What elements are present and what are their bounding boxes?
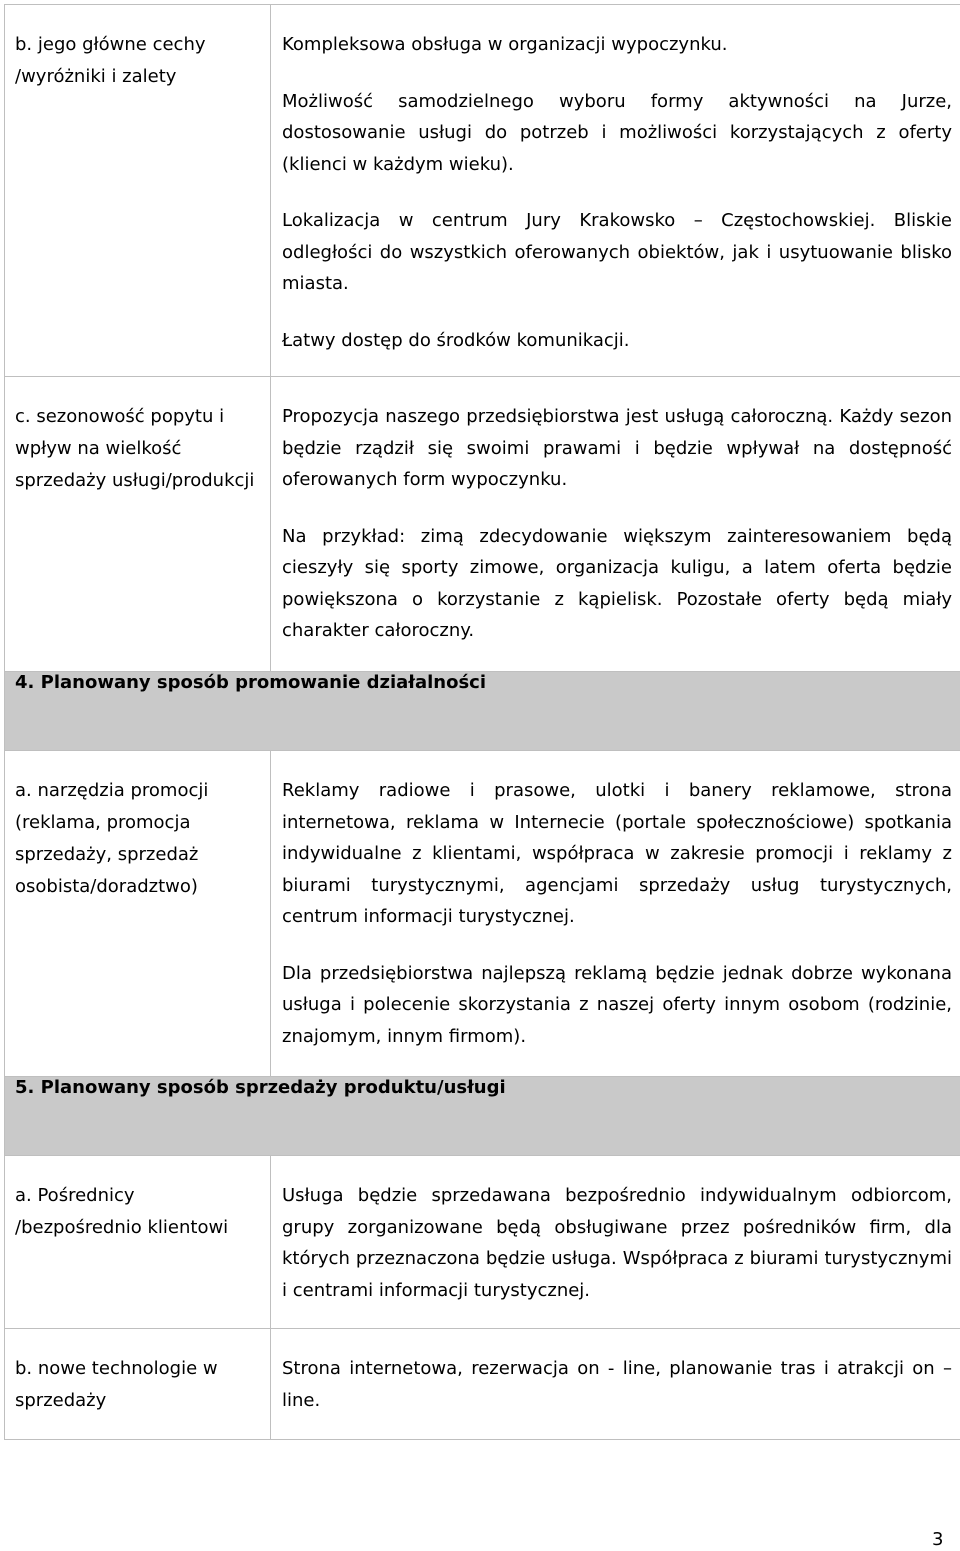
table-row [5, 751, 960, 1077]
row-label: c. sezonowość popytu i wpływ na wielkość sprzedaży usługi/produkcji [5, 377, 271, 672]
row-label: a. narzędzia promocji (reklama, promocja sprzedaży, sprzedaż osobista/doradztwo) [5, 751, 271, 1077]
document-page [4, 4, 958, 1440]
table-row [5, 5, 960, 377]
row-content [271, 1156, 960, 1329]
section-heading: 4. Planowany sposób promowanie działalności [5, 672, 960, 751]
paragraph: Reklamy radiowe i prasowe, ulotki i banery reklamowe, strona internetowa, reklama w Internecie (portale społecznościowe) spotkania indywidualne z klientami, współpraca w zakresie promocji i reklamy z biurami turystycznymi, agencjami sprzedaży usług turystycznych, centrum informacji turystycznej. [282, 780, 952, 927]
paragraph: Dla przedsiębiorstwa najlepszą reklamą będzie jednak dobrze wykonana usługa i polecenie skorzystania z naszej oferty innym osobom (rodzinie, znajomym, innym firmom). [282, 962, 952, 1047]
page-number: 3 [932, 1529, 944, 1550]
paragraph: Lokalizacja w centrum Jury Krakowsko – Częstochowskiej. Bliskie odległości do wszystkich oferowanych obiektów, jak i usytuowanie blisko miasta. [282, 210, 952, 294]
row-label: b. jego główne cechy /wyróżniki i zalety [5, 5, 271, 377]
paragraph: Strona internetowa, rezerwacja on - line, planowanie tras i atrakcji on – line. [282, 1358, 952, 1411]
paragraph: Propozycja naszego przedsiębiorstwa jest usługą całoroczną. Każdy sezon będzie rządził się swoimi prawami i będzie wpływał na dostępność oferowanych form wypoczynku. [282, 406, 952, 490]
paragraph: Możliwość samodzielnego wyboru formy aktywności na Jurze, dostosowanie usługi do potrzeb i możliwości korzystających z oferty (klienci w każdym wieku). [282, 90, 952, 175]
section-row [5, 1077, 960, 1156]
row-content [271, 5, 960, 377]
row-content [271, 1329, 960, 1440]
paragraph: Usługa będzie sprzedawana bezpośrednio indywidualnym odbiorcom, grupy zorganizowane będą obsługiwane przez pośredników firm, dla których przeznaczona będzie usługa. Współpraca z biurami turystycznymi i centrami informacji turystycznej. [282, 1185, 952, 1301]
paragraph: Na przykład: zimą zdecydowanie większym zainteresowaniem będą cieszyły się sporty zimowe, organizacja kuligu, a latem oferta będzie powiększona o korzystanie z kąpielisk. Pozostałe oferty będą miały charakter całoroczny. [282, 525, 952, 641]
row-label: b. nowe technologie w sprzedaży [5, 1329, 271, 1440]
row-label: a. Pośrednicy /bezpośrednio klientowi [5, 1156, 271, 1329]
row-content [271, 377, 960, 672]
paragraph: Kompleksowa obsługa w organizacji wypoczynku. [282, 34, 728, 55]
business-plan-table [4, 4, 960, 1440]
table-row [5, 1156, 960, 1329]
paragraph: Łatwy dostęp do środków komunikacji. [282, 329, 630, 351]
section-row [5, 672, 960, 751]
table-row [5, 377, 960, 672]
table-row [5, 1329, 960, 1440]
section-heading: 5. Planowany sposób sprzedaży produktu/usługi [5, 1077, 960, 1156]
row-content [271, 751, 960, 1077]
